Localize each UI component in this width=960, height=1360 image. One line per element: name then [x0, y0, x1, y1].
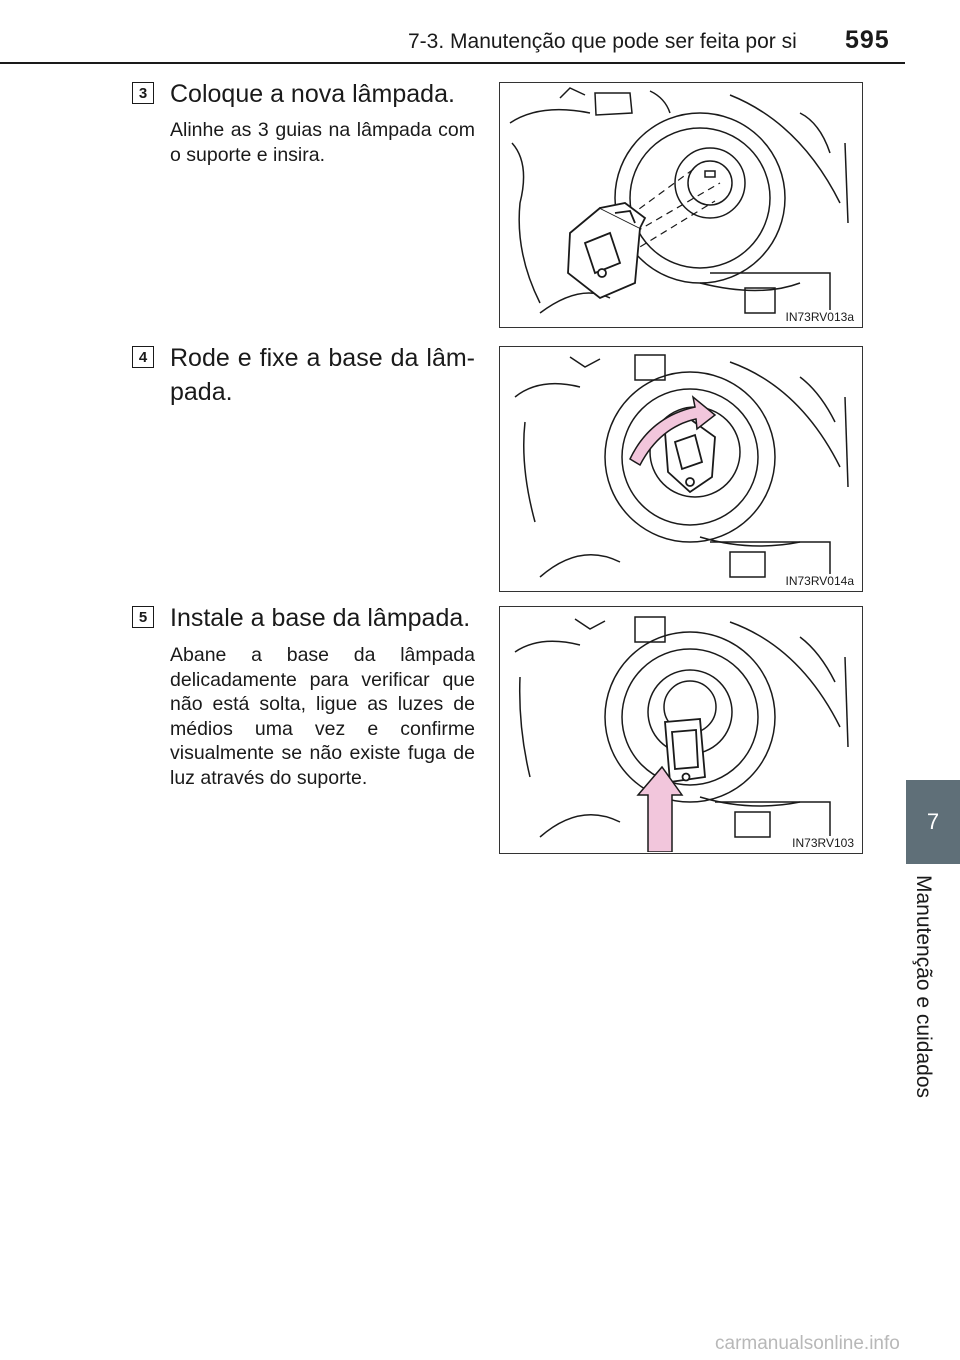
step-number-badge: 5: [132, 606, 154, 628]
headlight-bulb-base-install-illustration: [500, 607, 861, 852]
section-title: 7-3. Manutenção que pode ser feita por si: [408, 30, 797, 53]
watermark: carmanualsonline.info: [715, 1333, 900, 1354]
step-description: Alinhe as 3 guias na lâmpada com o suporte e insira.: [170, 119, 475, 166]
step-title: Instale a base da lâmpada.: [170, 604, 471, 632]
step-number-badge: 4: [132, 346, 154, 368]
figure-install-bulb-base: [499, 606, 863, 854]
chapter-label: Manutenção e cuidados: [912, 875, 935, 1098]
figure-code: IN73RV013a: [785, 310, 854, 324]
headlight-bulb-insert-illustration: [500, 83, 861, 326]
chapter-tab[interactable]: 7: [906, 780, 960, 864]
headlight-bulb-rotate-illustration: [500, 347, 861, 590]
step-title: Rode e fixe a base da lâm-: [170, 344, 475, 372]
figure-code: IN73RV014a: [785, 574, 854, 588]
step-description: Abane a base da lâmpada delicadamente para verificar que não está solta, ligue as luzes de médios uma vez e confirme visualmente se não existe fuga de luz através do suporte.: [170, 644, 475, 789]
step-number-badge: 3: [132, 82, 154, 104]
step-title: Coloque a nova lâmpada.: [170, 80, 455, 108]
step-title-continued: pada.: [170, 378, 233, 406]
page-number: 595: [845, 26, 890, 54]
figure-insert-bulb: [499, 82, 863, 328]
figure-rotate-bulb: [499, 346, 863, 592]
figure-code: IN73RV103: [792, 836, 854, 850]
header-divider: [0, 62, 905, 64]
